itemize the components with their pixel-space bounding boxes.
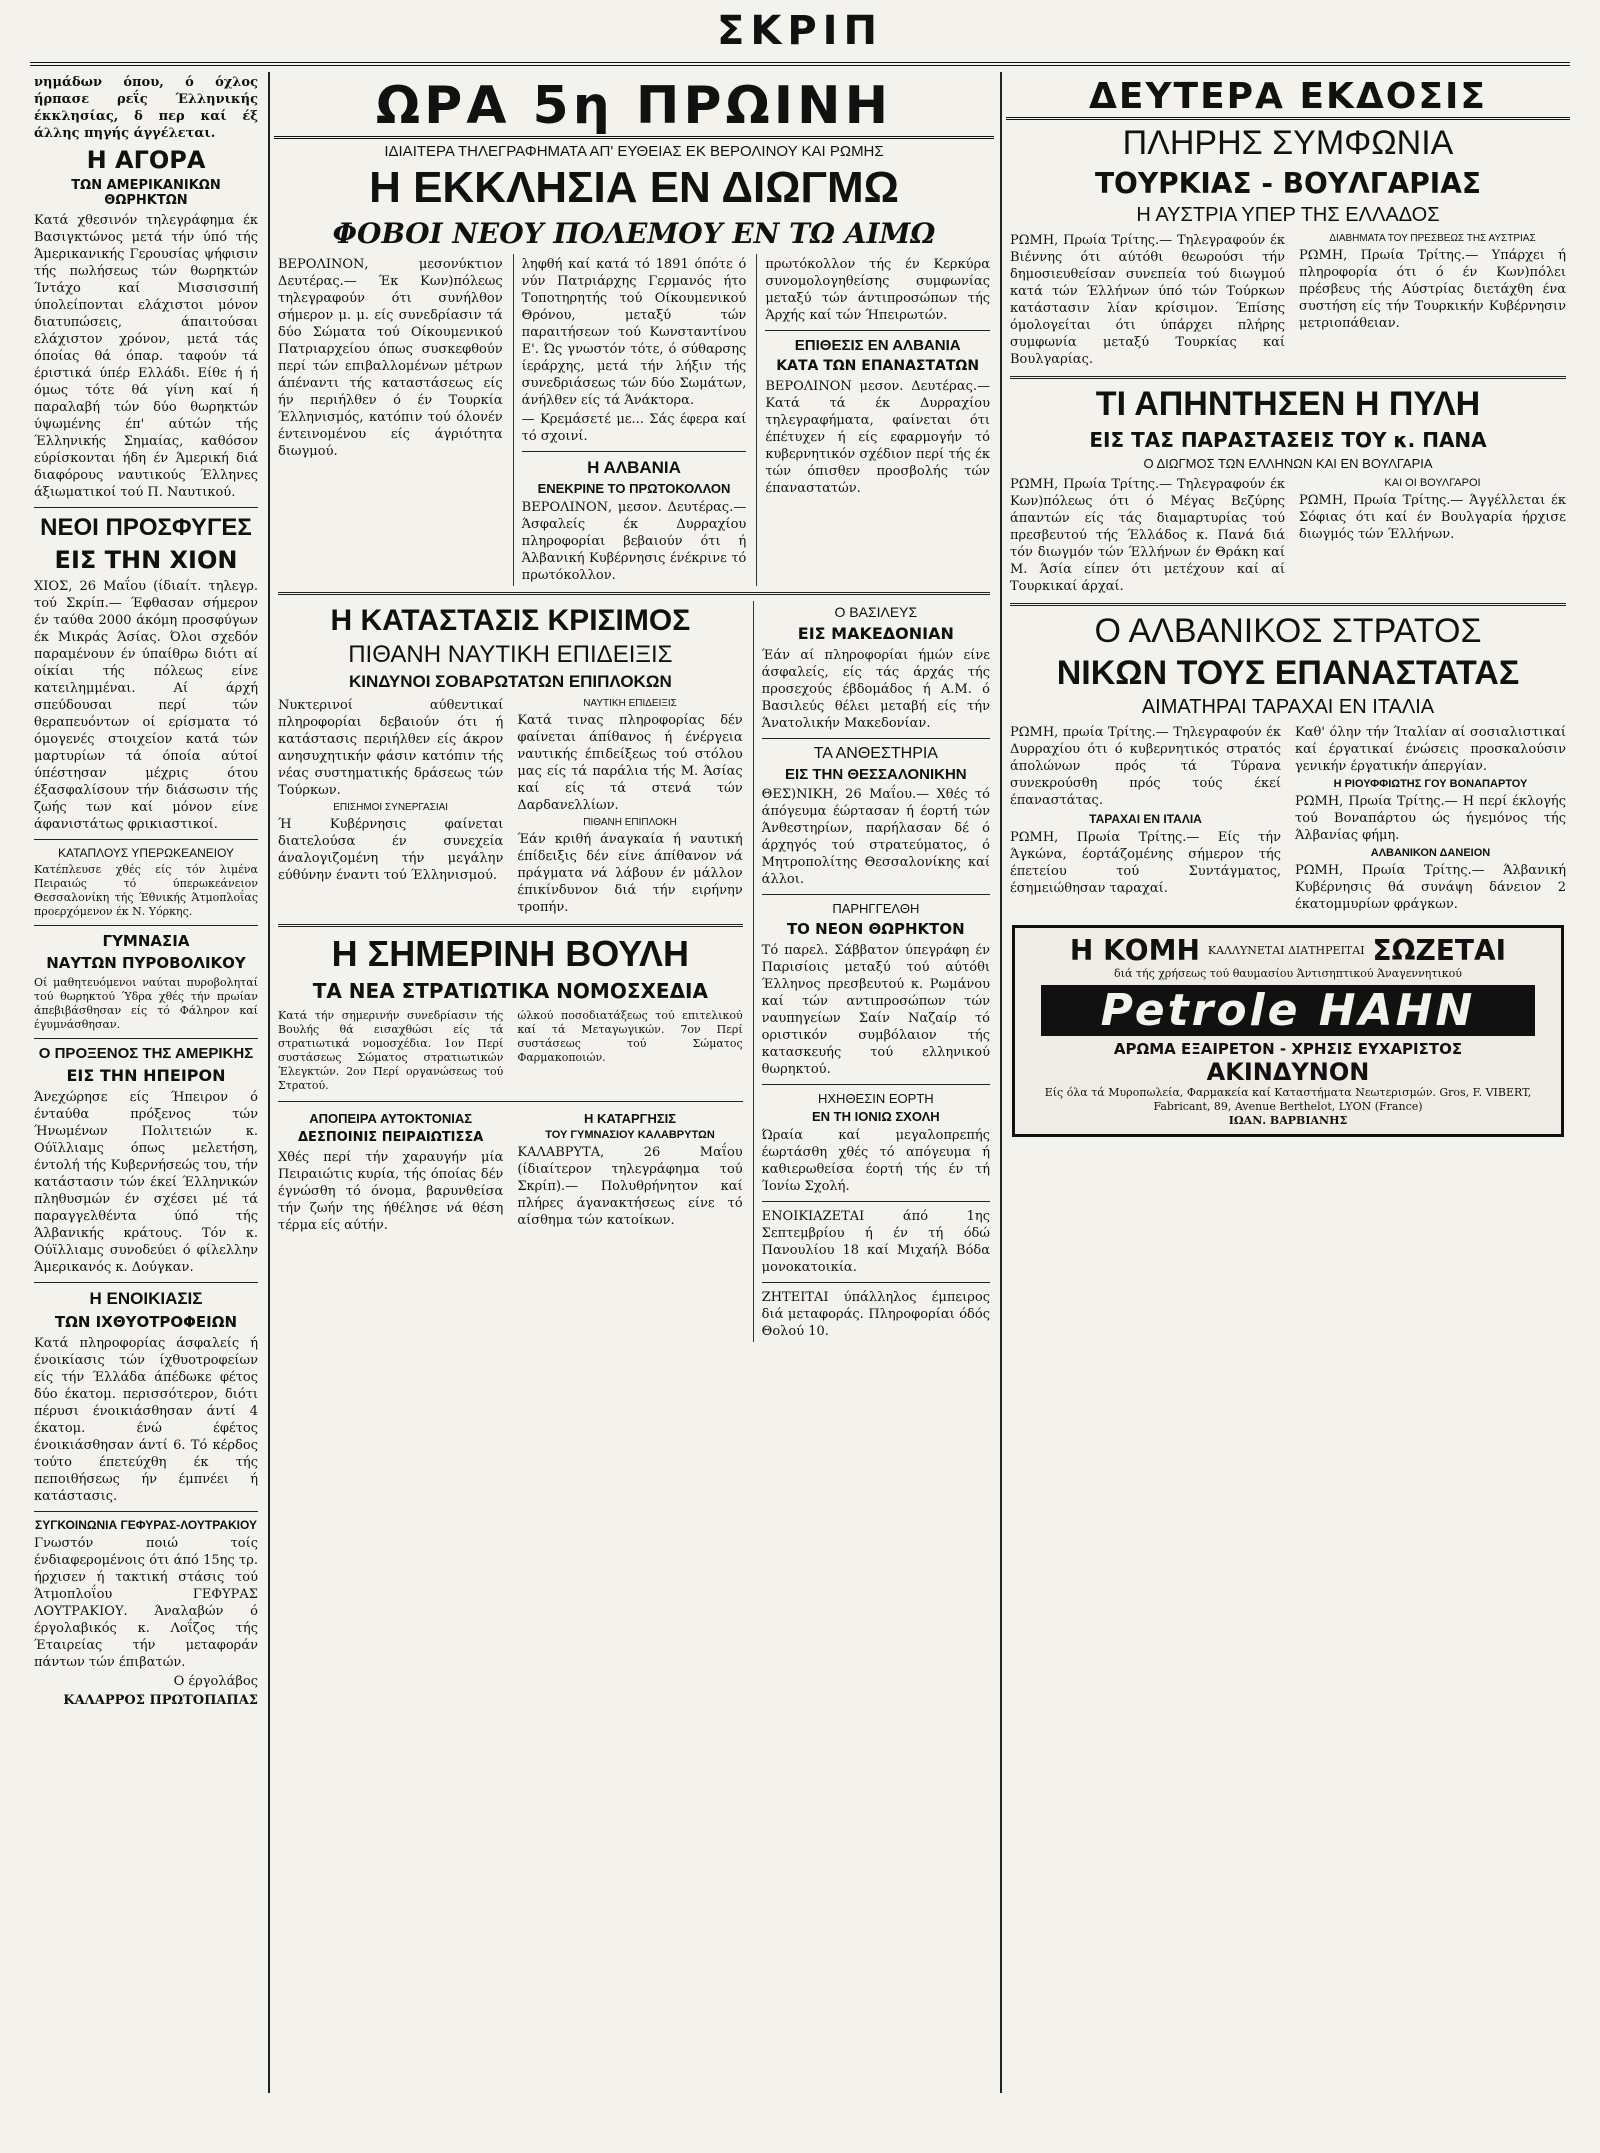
column-rule [1000, 72, 1002, 2093]
complication-heading: ΠΙΘΑΝΗ ΕΠΙΠΛΟΚΗ [583, 817, 677, 828]
church-article-2: ληφθή καί κατά τό 1891 όπότε ό νύν Πατριάρχης Γερμανός ήτο Τοποτηρητής τού Οίκουμενικού Θρόνου, μεταξύ τών παραιτήσεων τού Κωνσταντίνου Ε'. Ώς γνωστόν τότε, ό σύθαρσης ίεράρχης, μετά τήν λήξιν τής συνεδριάσεως τών δύο Σωμάτων, άνήλθεν είς τά Άνάκτορα. [521, 257, 747, 408]
ad-brand: Petrole HAHN [1041, 985, 1535, 1036]
army-col-2 [1291, 722, 1570, 915]
drill-heading: ΓΥΜΝΑΣΙΑ [102, 932, 190, 950]
army-headline: Ο ΑΛΒΑΝΙΚΟΣ ΣΤΡΑΤΟΣ [1094, 612, 1482, 650]
divider [762, 894, 990, 895]
masthead: ΣΚΡΙΠ [717, 8, 883, 54]
abolition-block [513, 1108, 746, 1236]
left-column [30, 72, 262, 2093]
divider [34, 507, 258, 508]
divider [34, 1511, 258, 1512]
naval-display-article: Κατά τινας πληροφορίας δέν φαίνεται άπίθανος ή ένέργεια ναυτικής έπιδείξεως τού στόλου μας είς τά παράλια τής Μ. Άσίας καί είς τά στενά τών Δαρδανελλίων. [517, 713, 743, 813]
bills-article-2: ώλκού ποσοδιατάξεως τού επιτελικού καί τά Μεταγωγικών. 7ον Περί συστάσεως τού Σώματος Φαρμακοποιών. [517, 1009, 743, 1064]
dangers-headline: ΚΙΝΔΥΝΟΙ ΣΟΒΑΡΩΤΑΤΩΝ ΕΠΙΠΛΟΚΩΝ [348, 672, 672, 691]
bulgaria-article: ΡΩΜΗ, Πρωία Τρίτης.— Άγγέλλεται έκ Σόφιας ότι καί έν Βουλγαρία ήρχισε διωγμός τών Έλλήνων. [1299, 493, 1566, 542]
festival-subheading: ΕΙΣ ΤΗΝ ΘΕΣΣΑΛΟΝΙΚΗΝ [785, 766, 967, 783]
signature-label: Ο έργολάβος [173, 1674, 258, 1689]
ambassador-block [1295, 230, 1570, 370]
strike-article: Καθ' όλην τήν Ίταλίαν αί σοσιαλιστικαί καί έργατικαί ένώσεις προσκαλούσιν γενικήν έργατικήν άπεργίαν. [1295, 725, 1566, 774]
agreement-article: ΡΩΜΗ, Πρωία Τρίτης.— Τηλεγραφούν έκ Βιέννης ότι αύτόθι θεωρούσι τήν δημοσιευθείσαν συνεπεία τού διωγμού κατά τών Έλλήνων ύπό τών Τούρκων κατάστασιν λίαν κρίσιμον. Έπίσης όμολογείται ότι ύπάρχει πλήρης συμφωνία μεταξύ Τουρκίας καί Βουλγαρίας. [1010, 233, 1285, 367]
lower-center [274, 601, 994, 1342]
unrest-article: ΡΩΜΗ, Πρωία Τρίτης.— Είς τήν Άγκώνα, έορτάζομένης σήμερον τής έπετείου τού Συντάγματος, έσημειώθησαν ταραχαί. [1010, 830, 1281, 896]
king-subheading: ΕΙΣ ΜΑΚΕΔΟΝΙΑΝ [797, 624, 954, 643]
divider [34, 1282, 258, 1283]
naval-headline: ΠΙΘΑΝΗ ΝΑΥΤΙΚΗ ΕΠΙΔΕΙΞΙΣ [348, 641, 673, 668]
suicide-article: Χθές περί τήν χαραυγήν μία Πειραιώτις κυρία, τής όποίας δέν έγνώσθη τό όνομα, βαρυνθείσα τήν ζωήν της ήθέλησε νά θέση τέρμα είς αύτήν. [278, 1150, 504, 1233]
war-fears-headline: ΦΟΒΟΙ ΝΕΟΥ ΠΟΛΕΜΟΥ ΕΝ ΤΩ ΑΙΜΩ [332, 217, 936, 250]
church-col-2 [513, 254, 751, 586]
divider [522, 451, 747, 452]
refugees-article: ΧΙΟΣ, 26 Μαΐου (ίδιαίτ. τηλεγρ. τού Σκρίπ.— Έφθασαν σήμερον έν ταύθα 2000 άκόμη προσφύγων έκ Μικράς Άσίας. Όλοι σχεδόν παραμένουν έν ύπαίθρω διότι αί οίκίαι τής πόλεως είνε κατειλημμέναι. Αί άρχή σπεύδουσαι περί τών θεραπευόντων οί ερίσματα τό όμογενές στοιχείον κατά τών μαρτυρίων τά όποία αύτοί ύπέστησαν μέχρις ότου έξασφαλίσουν τήν διάσωσιν τής ζωής των καί μόνον είνε άφανιστάτως φρικιαστικοί. [34, 579, 258, 832]
loan-heading: ΑΛΒΑΝΙΚΟΝ ΔΑΝΕΙΟΝ [1370, 847, 1491, 859]
lease-subheading: ΤΩΝ ΙΧΘΥΟΤΡΟΦΕΙΩΝ [54, 1313, 238, 1331]
abolition-subheading: ΤΟΥ ΓΥΜΝΑΣΙΟΥ ΚΑΛΑΒΡΥΤΩΝ [545, 1129, 715, 1141]
divider [762, 1084, 990, 1085]
divider [34, 1038, 258, 1039]
edition-subtitle: ΙΔΙΑΙΤΕΡΑ ΤΗΛΕΓΡΑΦΗΜΑΤΑ ΑΠ' ΕΥΘΕΙΑΣ ΕΚ ΒΕΡΟΛΙΝΟΥ ΚΑΙ ΡΩΜΗΣ [384, 143, 884, 160]
celebration-heading: ΗΧΗΘΕΣΙΝ ΕΟΡΤΗ [818, 1091, 934, 1106]
bulgarians-heading: ΚΑΙ ΟΙ ΒΟΥΛΓΑΡΟΙ [1384, 477, 1481, 489]
top-rule [30, 62, 1570, 66]
army-articles [1006, 722, 1570, 915]
ad-saved-label: ΣΩΖΕΤΑΙ [1372, 934, 1507, 967]
consul-subheading: ΕΙΣ ΤΗΝ ΗΠΕΙΡΟΝ [66, 1066, 226, 1085]
ad-subtitle: διά τής χρήσεως τού θαυμασίου Άντισηπτικού Άναγεννητικού [1114, 967, 1462, 980]
crisis-block [274, 601, 747, 1342]
ad-hair-label: Η ΚΟΜΗ [1069, 934, 1200, 967]
agreement-articles [1006, 230, 1570, 370]
festival-article: ΘΕΣ)ΝΙΚΗ, 26 Μαΐου.— Χθές τό άπόγευμα έώρτασαν ή έορτή τών Άνθεστηρίων, παρήλασαν δέ ό άρχηγός τού στρατεύματος, ό Μητροπολίτης Θεσσαλονίκης καί άλλοι. [761, 787, 990, 887]
cooperation-heading: ΕΠΙΣΗΜΟΙ ΣΥΝΕΡΓΑΣΙΑΙ [333, 802, 449, 813]
order-subheading: ΤΟ ΝΕΟΝ ΘΩΡΗΚΤΟΝ [786, 920, 965, 938]
crisis-articles [274, 695, 747, 918]
divider [762, 1282, 990, 1283]
attack-heading: ΕΠΙΘΕΣΙΣ ΕΝ ΑΛΒΑΝΙΑ [794, 337, 961, 354]
suicide-heading: ΑΠΟΠΕΙΡΑ ΑΥΤΟΚΤΟΝΙΑΣ [309, 1111, 473, 1126]
consul-article: Άνεχώρησε είς Ήπειρον ό ένταύθα πρόξενος τών Ήνωμένων Πολιτειών κ. Ούϊλλιαμς όπως μελετήση, έντολή τής Κυβερνήσεώς του, τήν κατάστασιν τών έκεί Έλληνικών πληθυσμών έν σχέσει μέ τά παραγγελθέντα ύπό τής Άλβανικής κράτους. Τόν κ. Ούϊλλιαμς συνοδεύει ό φίλελλην Άμερικανός κ. Δούγκαν. [34, 1090, 258, 1275]
agreement-headline: ΠΛΗΡΗΣ ΣΥΜΦΩΝΙΑ [1122, 124, 1454, 162]
protocol-article: πρωτόκολλον τής έν Κερκύρα συνομολογηθείσης συμφωνίας μεταξύ τών άντιπροσώπων τής Άρχής καί τών Ήπειρωτών. [765, 257, 991, 323]
bonaparte-heading: Η ΡΙΟΥΦΦΙΩΤΗΣ ΓΟΥ ΒΟΝΑΠΑΡΤΟΥ [1333, 778, 1528, 790]
misc-block [753, 601, 994, 1342]
bills-article-1: Κατά τήν σημερινήν συνεδρίασιν τής Βουλής θά εισαχθώσι είς τά στρατιωτικά νομοσχέδια. 1ον Περί συστάσεως Σώματος στρατιωτικών Έλεγκτών. 2ον Περί οργανώσεως τού Στρατού. [278, 1009, 504, 1092]
king-heading: Ο ΒΑΣΙΛΕΥΣ [834, 604, 918, 620]
festival-heading: ΤΑ ΑΝΘΕΣΤΗΡΙΑ [813, 745, 938, 762]
bills-headline: ΤΑ ΝΕΑ ΣΤΡΑΤΙΩΤΙΚΑ ΝΟΜΟΣΧΕΔΙΑ [312, 979, 708, 1003]
suicide-block [274, 1108, 507, 1236]
right-section [1006, 72, 1570, 2093]
suicide-subheading: ΔΕΣΠΟΙΝΙΣ ΠΕΙΡΑΙΩΤΙΣΣΑ [298, 1130, 484, 1145]
refugees-subheading: ΕΙΣ ΤΗΝ ΧΙΟΝ [54, 546, 238, 574]
center-section [274, 72, 994, 2093]
celebration-article: Ώραία καί μεγαλοπρεπής έωρτάσθη χθές τό απόγευμα ή καθιερωθείσα έορτή τής έν τή Ίονίω Σχολή. [761, 1128, 990, 1194]
ferry-article: Γνωστόν ποιώ τοίς ένδιαφερομένοις ότι άπό 15ης τρ. ήρχισεν ή τακτική στάσις τού Άτμοπλοΐου ΓΕΦΥΡΑΣ ΛΟΥΤΡΑΚΙΟΥ. Άναλαβών ό έργολαβικός κ. Λοΐζος τής Έταιρείας τήν μεταφοράν πάντων τών έπιβατών. [34, 1536, 258, 1670]
attack-subheading: ΚΑΤΑ ΤΩΝ ΕΠΑΝΑΣΤΑΤΩΝ [776, 358, 980, 374]
edition-banner: ΩΡΑ 5η ΠΡΩΙΝΗ [274, 76, 994, 139]
divider [762, 1201, 990, 1202]
wanted-ad: ΖΗΤΕΙΤΑΙ ύπάλληλος έμπειρος διά μεταφοράς. Πληροφορίαι όδός Θολού 10. [761, 1290, 990, 1339]
order-article: Τό παρελ. Σάββατον ύπεγράφη έν Παρισίοις μεταξύ τού αύτόθι Έλληνος πρεσβευτού κ. Ρωμάνου καί τών αντιπροσώπων τών ναυπηγείων Σαίν Ναζαίρ τό οριστικόν συμβόλαιον τής κατασκευής τού ελληνικού θωρηκτού. [761, 943, 990, 1077]
signature-name: ΚΑΛΑΡΡΟΣ ΠΡΩΤΟΠΑΠΑΣ [63, 1693, 258, 1708]
divider [34, 925, 258, 926]
abolition-article: ΚΑΛΑΒΡΥΤΑ, 26 Μαΐου (ίδιαίτερον τηλεγράφημα τού Σκρίπ).— Πολυθρήνητον καί πλήρες άγανακτήσεως είνε τό αίσθημα τών κατοίκων. [517, 1145, 743, 1228]
crisis-article-1: Νυκτερινοί αύθεντικαί πληροφορίαι δεβαιούν ότι ή κατάστασις περιήλθεν είς άκρον ανησυχητικήν φάσιν κατόπιν τής νέας συστηματικής δράσεως τών Τούρκων. [278, 698, 504, 798]
celebration-subheading: ΕΝ ΤΗ ΙΟΝΙΩ ΣΧΟΛΗ [812, 1109, 940, 1124]
complication-article: Έάν κριθή άναγκαία ή ναυτική έπίδειξις δέν είνε άπίθανον νά πράγματα νά λάβουν έν μάλλον έπικίνδυνον διά τήν ειρήνην τροπήν. [517, 832, 743, 915]
column-rule [268, 72, 270, 2093]
market-article: Κατά χθεσινόν τηλεγράφημα έκ Βασιγκτώνος μετά τήν ύπό τής Άμερικανικής Γερουσίας ψήφισιν τής πωλήσεως τών θωρηκτών Ίντάχο καί Μισσισσιπή ύπολείπονται ελάχιστοι μόνον διατυπώσεις, άπαιτούσαι ελάχιστον χρόνον, μετά τάς όποίας θά όπαρ. ταφούν τά έριστικά ύπέρ Ελλάδι. Είθε ή ή όμως τότε θά γίνη καί ή παραλαβή τών δύο θωρηκτών ύψωμένης έπ' αύτών τής Έλληνικής Σημαίας, καθόσον εύρίσκονται ήδη έν Άμερική διά διαφόρους ναυτικούς Έλληνες άξιωματικοί τού Π. Ναυτικού. [34, 213, 258, 500]
ad-care-label: ΚΑΛΛΥΝΕΤΑΙ ΔΙΑΤΗΡΕΙΤΑΙ [1207, 944, 1365, 957]
divider [1010, 376, 1566, 379]
second-edition-banner: ΔΕΥΤΕΡΑ ΕΚΔΟΣΙΣ [1006, 76, 1570, 120]
church-article-1: ΒΕΡΟΛΙΝΟΝ, μεσονύκτιον Δευτέρας.— Έκ Κων)πόλεως τηλεγραφούν ότι συνήλθον σήμερον μ. μ. είς συνεδρίασιν τά δύο Σώματα τού Οίκουμενικού Πατριαρχείου όπως συσκεφθούν περί τών επιβαλλομένων μέτρων άπέναντι τής καταστάσεως είς ήν περιήλθεν ό έν Τουρκία Έλληνισμός, κατόπιν τού όλονέν έντεινομένου είς άγριότητα διωγμού. [278, 257, 503, 459]
bills-articles [274, 1007, 747, 1095]
church-col-1 [274, 254, 507, 586]
church-articles [274, 254, 994, 586]
drill-subheading: ΝΑΥΤΩΝ ΠΥΡΟΒΟΛΙΚΟΥ [46, 954, 246, 972]
agreement-subheadline: ΤΟΥΡΚΙΑΣ - ΒΟΥΛΓΑΡΙΑΣ [1094, 167, 1482, 200]
ad-agent: ΙΩΑΝ. ΒΑΡΒΙΑΝΗΣ [1228, 1114, 1348, 1127]
church-article-2-end: — Κρεμάσετέ με... Σάς έφερα καί τό σχοινί. [521, 412, 747, 444]
army-col-1 [1006, 722, 1285, 915]
market-heading: Η ΑΓΟΡΑ [86, 146, 206, 174]
crisis-col-1 [274, 695, 507, 918]
liner-article: Κατέπλευσε χθές είς τόν λιμένα Πειραιώς τό ύπερωκεάνειον Θεσσαλονίκη τής Έθνικής Άτμοπλοΐας προερχόμενον έκ Ν. Υόρκης. [34, 863, 258, 918]
army-subheadline: ΝΙΚΩΝ ΤΟΥΣ ΕΠΑΝΑΣΤΑΤΑΣ [1056, 654, 1520, 692]
ambassador-heading: ΔΙΑΒΗΜΑΤΑ ΤΟΥ ΠΡΕΣΒΕΩΣ ΤΗΣ ΑΥΣΤΡΙΑΣ [1329, 233, 1536, 244]
bulgaria-block [1295, 474, 1570, 597]
intro-text: νημάδων όπου, ό όχλος ήρπασε ρεΐς Έλληνικής έκκλησίας, δ περ καί έξ άλλης πηγής άγγέλεται. [34, 75, 258, 141]
divider [765, 330, 990, 331]
ad-safe: ΑΚΙΝΔΥΝΟΝ [1206, 1058, 1370, 1086]
divider [278, 924, 743, 927]
order-heading: ΠΑΡΗΓΓΕΛΘΗ [832, 901, 920, 916]
bonaparte-article: ΡΩΜΗ, Πρωία Τρίτης.— Η περί έκλογής τού Βοναπάρτου ώς ήγεμόνος τής Άλβανίας φήμη. [1295, 794, 1566, 843]
lease-heading: Η ΕΝΟΙΚΙΑΣΙΣ [89, 1289, 203, 1308]
petrole-hahn-ad [1012, 925, 1564, 1137]
ad-tagline: ΑΡΩΜΑ ΕΞΑΙΡΕΤΟΝ - ΧΡΗΣΙΣ ΕΥΧΑΡΙΣΤΟΣ [1113, 1040, 1463, 1058]
porte-article: ΡΩΜΗ, Πρωία Τρίτης.— Τηλεγραφούν έκ Κων)πόλεως ότι ό Μέγας Βεζύρης άπαντών είς τάς διαμαρτυρίας τού πρεσβευτού τής Έλλάδος κ. Πανά διά τόν διωγμόν τών Έλλήνων έν Θράκη καί Μ. Άσία είπεν ότι μετέχουν καί αί Τουρκικαί άρχαί. [1010, 477, 1285, 594]
albania-subheading: ΕΝΕΚΡΙΝΕ ΤΟ ΠΡΩΤΟΚΟΛΛΟΝ [537, 481, 731, 496]
loan-article: ΡΩΜΗ, Πρωία Τρίτης.— Άλβανική Κυβέρνησις θά συνάψη δάνειον 2 έκατομμυρίων φράγκων. [1295, 863, 1566, 912]
italy-headline: ΑΙΜΑΤΗΡΑΙ ΤΑΡΑΧΑΙ ΕΝ ΙΤΑΛΙΑ [1141, 696, 1435, 718]
naval-display-heading: ΝΑΥΤΙΚΗ ΕΠΙΔΕΙΞΙΣ [583, 698, 677, 709]
persecution-headline: Ο ΔΙΩΓΜΟΣ ΤΩΝ ΕΛΛΗΝΩΝ ΚΑΙ ΕΝ ΒΟΥΛΓΑΡΙΑ [1143, 456, 1433, 471]
cooperation-article: Ή Κυβέρνησις φαίνεται διατελούσα έν συνεχεία άναλογιζομένη τήν μεγάλην εύθύνην έναντι τού Έλληνισμού. [278, 817, 504, 883]
parliament-headline: Η ΣΗΜΕΡΙΝΗ ΒΟΥΛΗ [331, 933, 690, 974]
ambassador-article: ΡΩΜΗ, Πρωία Τρίτης.— Υπάρχει ή πληροφορία ότι ό έν Κων)πόλει πρέσβευς τής Αύστρίας διετάχθη ένα συστήση είς τήν Τουρκικήν Κυβέρνησιν μετριοπάθειαν. [1299, 248, 1566, 331]
divider [762, 738, 990, 739]
divider [1010, 603, 1566, 606]
albania-heading: Η ΑΛΒΑΝΙΑ [587, 458, 681, 477]
ad-shops: Είς όλα τά Μυροπωλεία, Φαρμακεία καί Καταστήματα Νεωτερισμών. Gros, F. VIBERT, Fabricant, 89, Avenue Berthelot, LYON (France) [1044, 1086, 1532, 1113]
unrest-heading: ΤΑΡΑΧΑΙ ΕΝ ΙΤΑΛΙΑ [1089, 812, 1202, 826]
bottom-articles [274, 1108, 747, 1236]
ferry-heading: ΣΥΓΚΟΙΝΩΝΙΑ ΓΕΦΥΡΑΣ-ΛΟΥΤΡΑΚΙΟΥ [35, 1518, 257, 1532]
porte-articles [1006, 474, 1570, 597]
drill-article: Οί μαθητευόμενοι ναύται πυροβοληταί τού θωρηκτού Ύδρα χθές τήν πρωίαν άπεβιβάσθησαν είς τό Φάληρον καί έγυμνάσθησαν. [34, 976, 258, 1031]
abolition-heading: Η ΚΑΤΑΡΓΗΣΙΣ [583, 1111, 677, 1126]
crisis-col-2 [513, 695, 746, 918]
liner-heading: ΚΑΤΑΠΛΟΥΣ ΥΠΕΡΩΚΕΑΝΕΙΟΥ [57, 846, 235, 860]
albania-article: ΒΕΡΟΛΙΝΟΝ, μεσον. Δευτέρας.— Άσφαλείς έκ Δυρραχίου πληροφορίαι βεβαιούν ότι ή Άλβανική Κυβέρνησις ένέκρινε τό πρωτόκολλον. [521, 500, 747, 583]
divider [278, 1101, 743, 1102]
austria-headline: Η ΑΥΣΤΡΙΑ ΥΠΕΡ ΤΗΣ ΕΛΛΑΔΟΣ [1136, 204, 1440, 226]
consul-heading: Ο ΠΡΟΞΕΝΟΣ ΤΗΣ ΑΜΕΡΙΚΗΣ [38, 1045, 254, 1062]
church-col-3 [756, 254, 994, 586]
rental-ad: ΕΝΟΙΚΙΑΖΕΤΑΙ άπό 1ης Σεπτεμβρίου ή έν τή όδώ Πανουλίου 18 καί Μιχαήλ Βόδα μονοκατοικία. [761, 1209, 990, 1275]
refugees-heading: ΝΕΟΙ ΠΡΟΣΦΥΓΕΣ [40, 514, 252, 541]
porte-headline: ΤΙ ΑΠΗΝΤΗΣΕΝ Η ΠΥΛΗ [1095, 385, 1481, 423]
king-article: Έάν αί πληροφορίαι ήμών είνε άσφαλείς, είς τάς άρχάς τής προσεχούς έβδομάδος ή Α.Μ. ό Βασιλεύς θέλει μεταβή είς τήν Άνατολικήν Μακεδονίαν. [761, 648, 990, 731]
attack-article: ΒΕΡΟΛΙΝΟΝ μεσον. Δευτέρας.— Κατά τά έκ Δυρραχίου τηλεγραφήματα, φαίνεται ότι έπέτυχεν ή είς εφαρμογήν τό κυβερνητικόν σχέδιον περί τής έκ τών όπισθεν προσβολής τών έπαναστατών. [765, 379, 991, 496]
divider [34, 839, 258, 840]
church-headline: Η ΕΚΚΛΗΣΙΑ ΕΝ ΔΙΩΓΜΩ [369, 163, 899, 212]
army-article: ΡΩΜΗ, πρωία Τρίτης.— Τηλεγραφούν έκ Δυρραχίου ότι ό κυβερνητικός στρατός άπολώνων πρός τά Τύρανα συνεκρούσθη πρός τούς έκεί έπαναστάτας. [1010, 725, 1281, 808]
divider [278, 592, 990, 595]
market-subheading: ΤΩΝ ΑΜΕΡΙΚΑΝΙΚΩΝ ΘΩΡΗΚΤΩΝ [71, 178, 221, 208]
crisis-headline: Η ΚΑΤΑΣΤΑΣΙΣ ΚΡΙΣΙΜΟΣ [330, 604, 691, 637]
lease-article: Κατά πληροφορίας άσφαλείς ή ένοικίασις τών ίχθυοτροφείων είς τήν Έλλάδα άπέδωκε φέτος δύο έκατομ. περισσότερον, διότι πέρυσι ένοικιάσθησαν άντί 4 έκατομ. ένώ έφέτος ένοικιάσθησαν άντί 6. Τό κέρδος τούτο έπετεύχθη έκ τής πεποιθήσεως ήν έμπνέει ή κατάστασις. [34, 1336, 258, 1504]
porte-subheadline: ΕΙΣ ΤΑΣ ΠΑΡΑΣΤΑΣΕΙΣ ΤΟΥ κ. ΠΑΝΑ [1089, 428, 1487, 452]
